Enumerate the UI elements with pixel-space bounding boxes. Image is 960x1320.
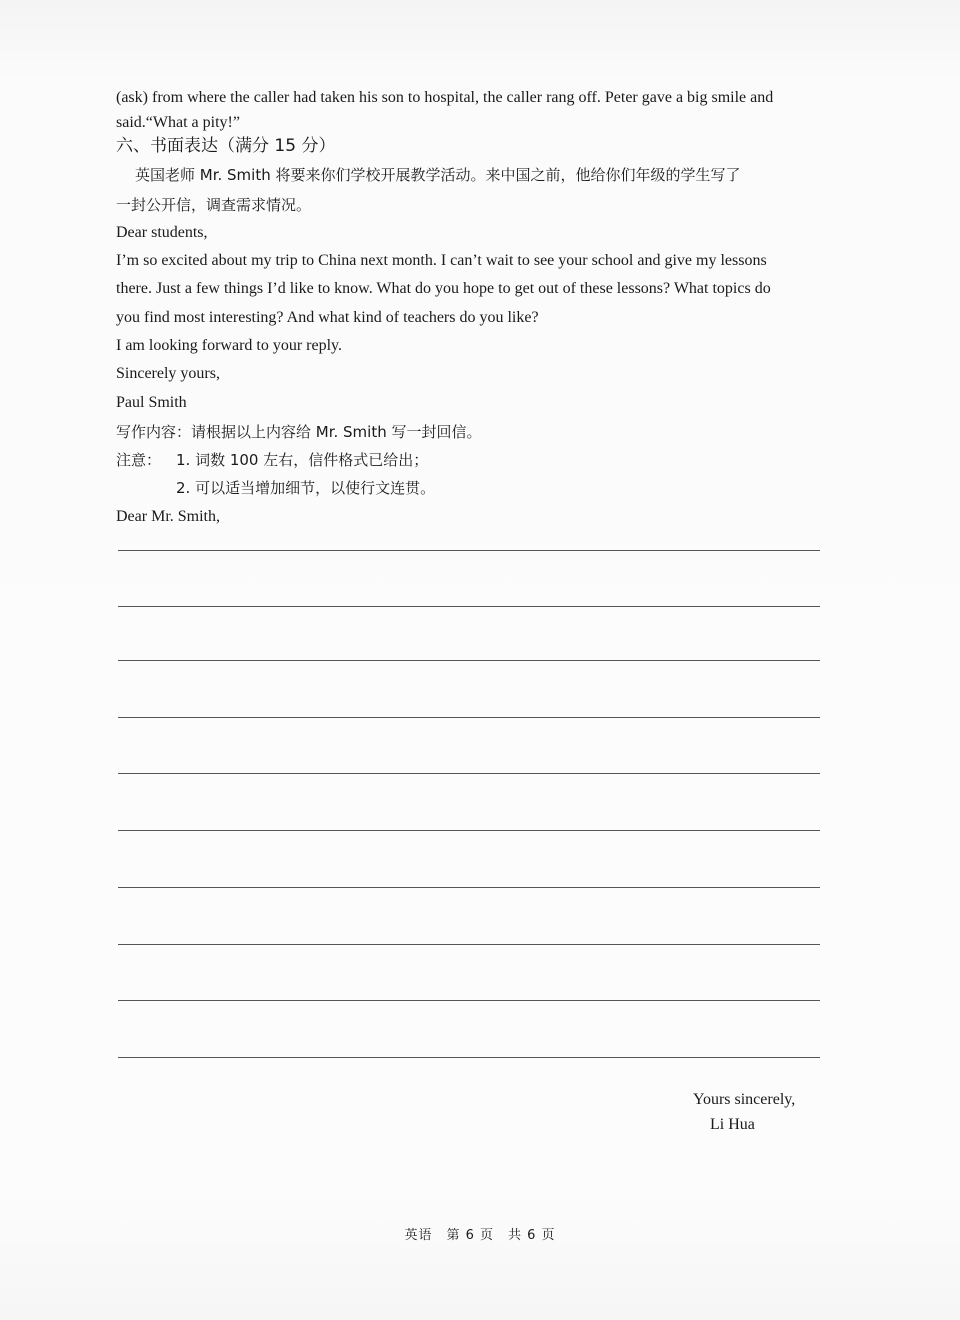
letter-greeting: Dear students, [116, 224, 208, 241]
section-heading: 六、书面表达（满分 15 分） [116, 136, 336, 156]
writing-line [118, 717, 820, 718]
passage-end-line-1: (ask) from where the caller had taken his son to hospital, the caller rang off. Peter gave a big smile and [116, 89, 774, 106]
writing-line [118, 887, 820, 888]
writing-line [118, 1057, 820, 1058]
letter-signature: Paul Smith [116, 394, 187, 411]
reply-greeting: Dear Mr. Smith, [116, 508, 220, 525]
writing-line [118, 550, 820, 551]
task-note-2: 2. 可以适当增加细节，以使行文连贯。 [176, 479, 436, 497]
section-intro-line-2: 一封公开信，调查需求情况。 [116, 196, 312, 214]
writing-line [118, 606, 820, 607]
page-footer: 英语 第 6 页 共 6 页 [404, 1228, 556, 1243]
writing-line [118, 830, 820, 831]
letter-body-line-3: you find most interesting? And what kind of teachers do you like? [116, 309, 539, 326]
reply-closing: Yours sincerely, [693, 1091, 796, 1108]
section-intro-line-1: 英国老师 Mr. Smith 将要来你们学校开展教学活动。来中国之前，他给你们年级的学生写了 [120, 166, 741, 184]
task-note-1: 1. 词数 100 左右，信件格式已给出； [176, 451, 429, 469]
letter-body-line-1: I’m so excited about my trip to China next month. I can’t wait to see your school and give my lessons [116, 252, 767, 269]
letter-body-line-4: I am looking forward to your reply. [116, 337, 343, 354]
passage-end-line-2: said.“What a pity!” [116, 114, 240, 131]
letter-body-line-2: there. Just a few things I’d like to know. What do you hope to get out of these lessons? What topics do [116, 280, 771, 297]
writing-line [118, 660, 820, 661]
writing-line [118, 944, 820, 945]
reply-signature: Li Hua [710, 1116, 755, 1133]
letter-closing: Sincerely yours, [116, 365, 220, 382]
writing-line [118, 773, 820, 774]
writing-line [118, 1000, 820, 1001]
task-note-label: 注意： [116, 451, 162, 469]
task-content: 写作内容：请根据以上内容给 Mr. Smith 写一封回信。 [116, 423, 482, 441]
